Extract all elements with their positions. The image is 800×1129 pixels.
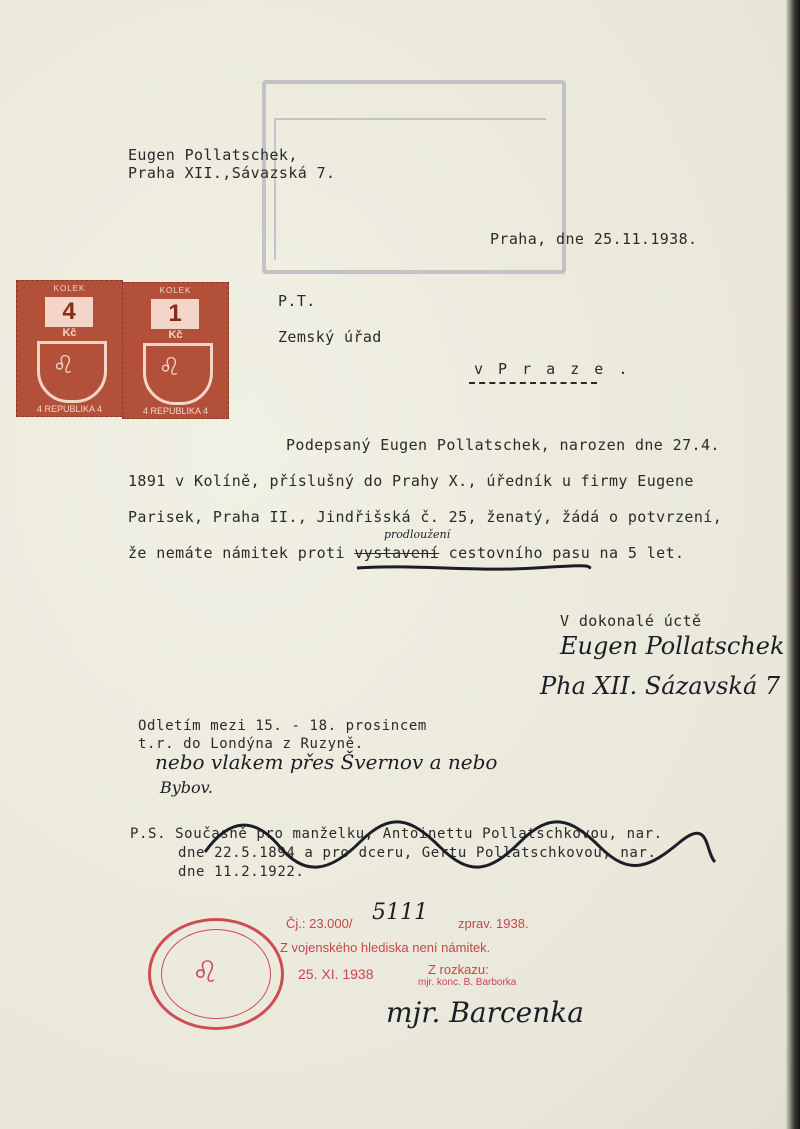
stamp-footer: 4 REPUBLIKA 4	[36, 404, 103, 414]
ps-line-3: dne 11.2.1922.	[178, 864, 305, 880]
military-officer: mjr. konc. B. Barborka	[418, 977, 517, 988]
city-underline	[469, 382, 597, 384]
ref-suffix: zprav. 1938.	[458, 916, 529, 931]
military-seal	[148, 918, 284, 1030]
ref-prefix: Čj.: 23.000/	[286, 916, 353, 931]
shield-icon	[143, 343, 213, 405]
note-handwritten-2: Bybov.	[160, 778, 213, 797]
revenue-stamp-1	[122, 282, 229, 419]
officer-signature: mjr. Barcenka	[386, 996, 584, 1029]
signature: Eugen Pollatschek	[560, 632, 785, 660]
note-line-1: Odletím mezi 15. - 18. prosincem	[138, 718, 427, 734]
body-line-3: Parisek, Praha II., Jindřišská č. 25, ženatý, žádá o potvrzení,	[128, 508, 723, 526]
military-statement: Z vojenského hlediska není námitek.	[280, 940, 491, 955]
recipient-city: v P r a z e .	[474, 360, 631, 378]
body-line-4: že nemáte námitek proti vystavení cestovního pasu na 5 let.	[128, 544, 685, 562]
revenue-stamp-4	[16, 280, 123, 417]
paper-edge	[786, 0, 800, 1129]
stamp-currency: Kč	[168, 329, 183, 341]
note-line-2: t.r. do Londýna z Ruzyně.	[138, 736, 364, 752]
handwritten-underline	[355, 560, 595, 574]
date-line: Praha, dne 25.11.1938.	[490, 230, 698, 248]
sender-address: Praha XII.,Sávazská 7.	[128, 164, 336, 182]
ps-line-1: P.S. Současně pro manželku, Antoinettu Pollatschkovou, nar.	[130, 826, 663, 842]
closing-greeting: V dokonalé úctě	[560, 612, 702, 630]
military-order: Z rozkazu:	[428, 962, 489, 977]
recipient-office: Zemský úřad	[278, 328, 382, 346]
stamp-value: 1	[151, 299, 199, 329]
stamp-value: 4	[45, 297, 93, 327]
sender-name: Eugen Pollatschek,	[128, 146, 298, 164]
military-date: 25. XI. 1938	[298, 966, 374, 982]
handwritten-address: Pha XII. Sázavská 7	[540, 672, 781, 700]
body-line-1: Podepsaný Eugen Pollatschek, narozen dne 27.4.	[286, 436, 720, 454]
stamp-currency: Kč	[62, 327, 77, 339]
stamp-header: KOLEK	[53, 284, 86, 293]
ps-line-2: dne 22.5.1894 a pro dceru, Gertu Pollatschkovou, nar.	[178, 845, 657, 861]
stamp-footer: 4 REPUBLIKA 4	[142, 406, 209, 416]
handwritten-insert: prodloužení	[384, 528, 451, 541]
note-handwritten-1: nebo vlakem přes Švernov a nebo	[155, 750, 498, 774]
struck-word: vystavení	[354, 544, 440, 562]
body-line-2: 1891 v Kolíně, příslušný do Prahy X., úředník u firmy Eugene	[128, 472, 694, 490]
wavy-strikeout	[200, 812, 720, 872]
stamp-header: KOLEK	[159, 286, 192, 295]
lion-icon: ♌	[55, 347, 72, 380]
lion-crest-icon: ♌	[195, 951, 216, 991]
ref-number: 5111	[372, 900, 428, 925]
recipient-salutation: P.T.	[278, 292, 316, 310]
shield-icon	[37, 341, 107, 403]
lion-icon: ♌	[161, 349, 178, 382]
